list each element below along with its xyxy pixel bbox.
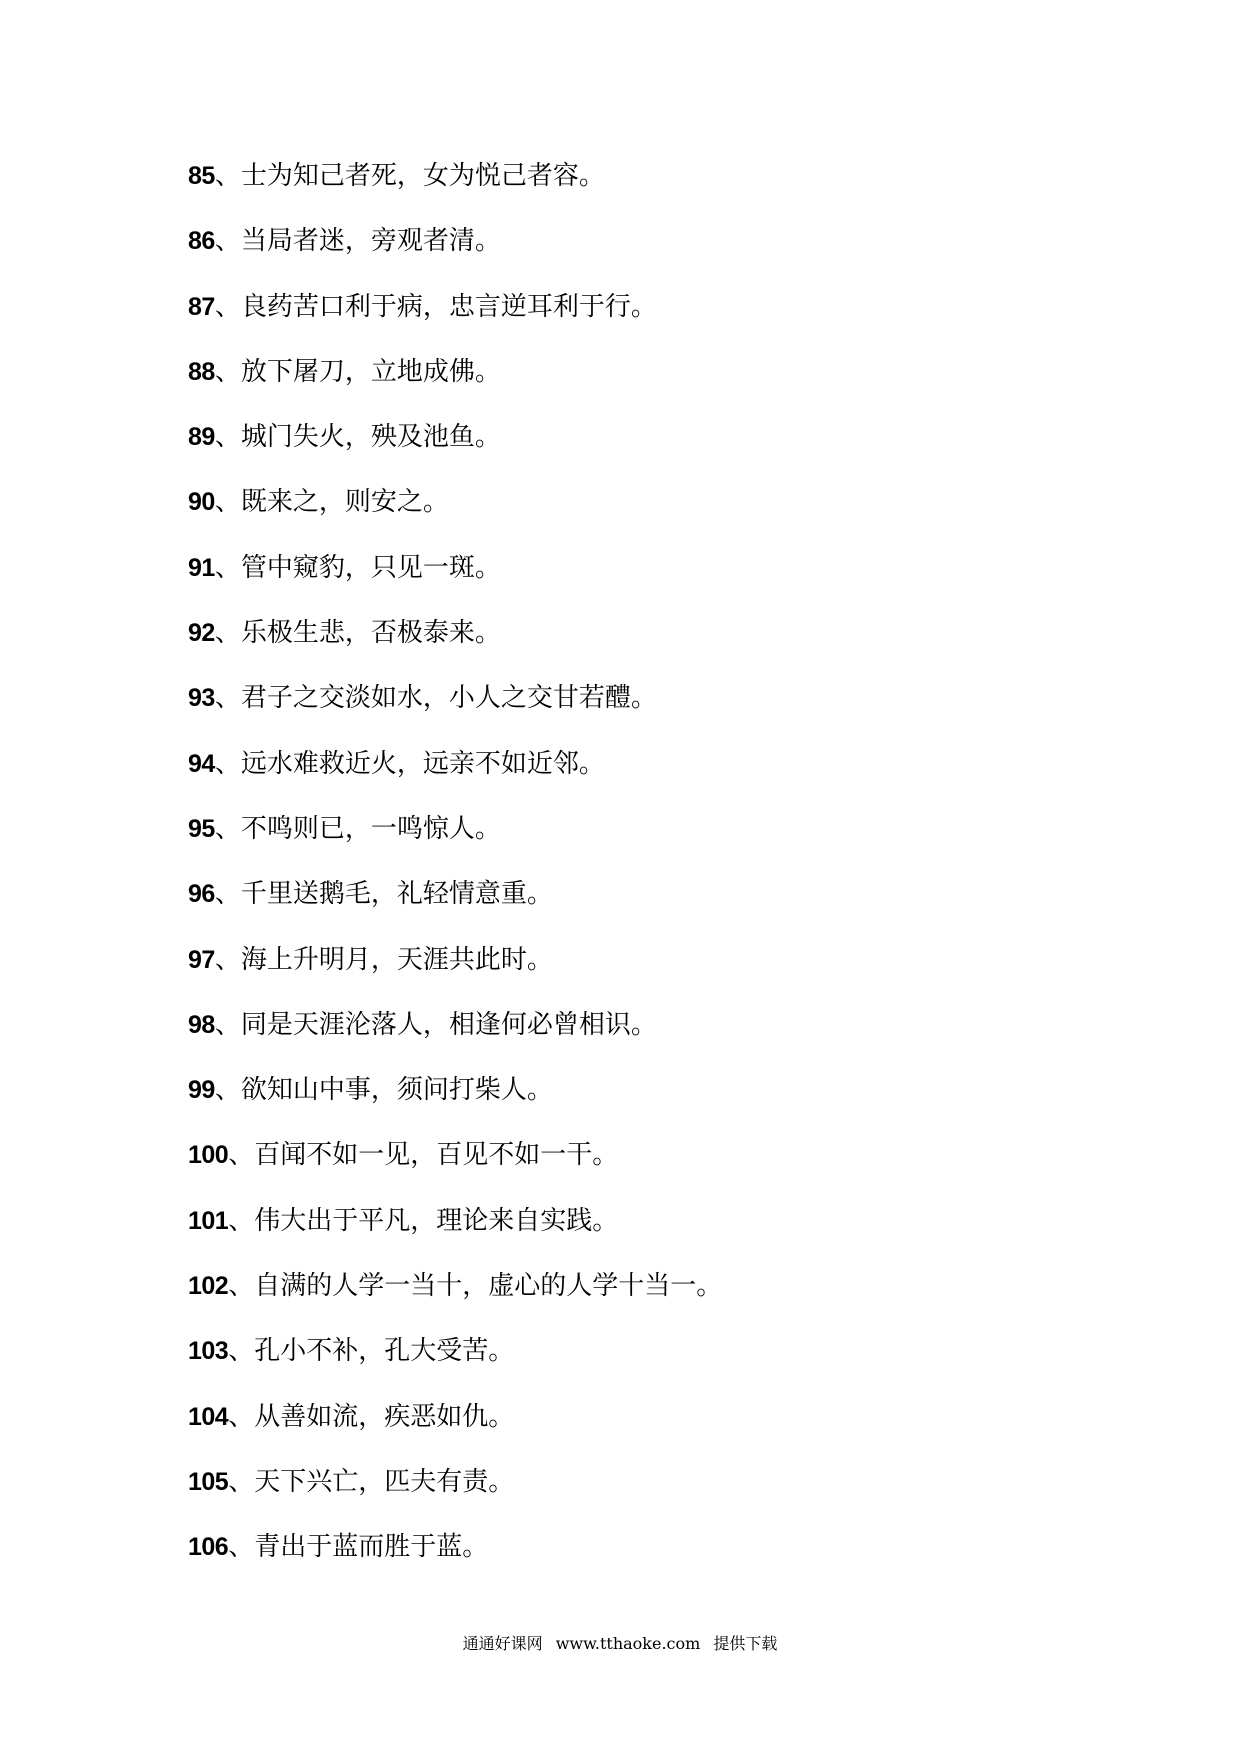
list-item: [188, 486, 1188, 551]
item-separator: 、: [228, 1140, 255, 1171]
item-number: 104: [188, 1402, 229, 1431]
item-separator: 、: [214, 356, 241, 387]
item-separator: 、: [214, 226, 241, 257]
item-text: 百闻不如一见，百见不如一干。: [254, 1140, 619, 1171]
item-text: 同是天涯沦落人，相逢何必曾相识。: [240, 1009, 657, 1040]
item-number: 92: [188, 619, 215, 648]
list-item: [188, 1074, 1188, 1139]
proverb-list: [188, 160, 1188, 1597]
item-text: 管中窥豹，只见一斑。: [240, 552, 501, 583]
list-item: [188, 617, 1188, 682]
item-separator: 、: [228, 1532, 255, 1563]
item-separator: 、: [228, 1466, 255, 1497]
item-text: 乐极生悲，否极泰来。: [240, 618, 501, 649]
footer-url[interactable]: www.tthaoke.com: [555, 1634, 701, 1653]
item-separator: 、: [228, 1336, 255, 1367]
item-separator: 、: [214, 618, 241, 649]
item-text: 从善如流，疾恶如仇。: [254, 1401, 515, 1432]
item-text: 良药苦口利于病，忠言逆耳利于行。: [240, 291, 657, 322]
list-item: [188, 944, 1188, 1009]
list-item: [188, 225, 1188, 290]
page-footer: [0, 1634, 1240, 1654]
item-separator: 、: [228, 1271, 255, 1302]
item-text: 既来之，则安之。: [240, 487, 449, 518]
item-number: 90: [188, 488, 215, 517]
list-item: [188, 1401, 1188, 1466]
list-item: [188, 878, 1188, 943]
item-number: 96: [188, 880, 215, 909]
item-text: 海上升明月，天涯共此时。: [240, 944, 553, 975]
item-number: 100: [188, 1141, 229, 1170]
item-text: 青出于蓝而胜于蓝。: [254, 1532, 489, 1563]
list-item: [188, 1205, 1188, 1270]
item-number: 99: [188, 1076, 215, 1105]
list-item: [188, 552, 1188, 617]
list-item: [188, 813, 1188, 878]
item-separator: 、: [214, 1009, 241, 1040]
item-text: 当局者迷，旁观者清。: [240, 226, 501, 257]
item-separator: 、: [214, 748, 241, 779]
list-item: [188, 160, 1188, 225]
footer-site-name: 通通好课网: [462, 1634, 543, 1653]
item-number: 89: [188, 423, 215, 452]
item-separator: 、: [228, 1401, 255, 1432]
list-item: [188, 1335, 1188, 1400]
item-number: 95: [188, 814, 215, 843]
item-separator: 、: [214, 683, 241, 714]
item-number: 94: [188, 749, 215, 778]
list-item: [188, 1531, 1188, 1596]
list-item: [188, 421, 1188, 486]
item-separator: 、: [214, 879, 241, 910]
item-number: 93: [188, 684, 215, 713]
item-number: 101: [188, 1206, 229, 1235]
item-text: 远水难救近火，远亲不如近邻。: [240, 748, 605, 779]
item-number: 97: [188, 945, 215, 974]
item-text: 千里送鹅毛，礼轻情意重。: [240, 879, 553, 910]
item-number: 88: [188, 357, 215, 386]
list-item: [188, 748, 1188, 813]
item-text: 自满的人学一当十，虚心的人学十当一。: [254, 1271, 723, 1302]
item-number: 102: [188, 1272, 229, 1301]
item-text: 伟大出于平凡，理论来自实践。: [254, 1205, 619, 1236]
item-number: 103: [188, 1337, 229, 1366]
item-separator: 、: [214, 813, 241, 844]
list-item: [188, 682, 1188, 747]
item-number: 106: [188, 1533, 229, 1562]
list-item: [188, 1270, 1188, 1335]
list-item: [188, 1139, 1188, 1204]
list-item: [188, 1009, 1188, 1074]
item-text: 天下兴亡，匹夫有责。: [254, 1466, 515, 1497]
item-number: 105: [188, 1467, 229, 1496]
item-number: 91: [188, 553, 215, 582]
item-separator: 、: [214, 944, 241, 975]
item-text: 不鸣则已，一鸣惊人。: [240, 813, 501, 844]
list-item: [188, 1466, 1188, 1531]
item-separator: 、: [214, 422, 241, 453]
item-text: 放下屠刀，立地成佛。: [240, 356, 501, 387]
item-separator: 、: [214, 161, 241, 191]
item-separator: 、: [214, 1075, 241, 1106]
item-text: 孔小不补，孔大受苦。: [254, 1336, 515, 1367]
item-number: 85: [188, 162, 215, 190]
item-text: 欲知山中事，须问打柴人。: [240, 1075, 553, 1106]
item-text: 君子之交淡如水，小人之交甘若醴。: [240, 683, 657, 714]
item-text: 城门失火，殃及池鱼。: [240, 422, 501, 453]
item-text: 士为知己者死，女为悦己者容。: [240, 161, 605, 191]
item-separator: 、: [214, 291, 241, 322]
item-number: 98: [188, 1010, 215, 1039]
item-number: 87: [188, 292, 215, 321]
item-separator: 、: [214, 552, 241, 583]
item-number: 86: [188, 227, 215, 256]
list-item: [188, 291, 1188, 356]
item-separator: 、: [228, 1205, 255, 1236]
footer-note: 提供下载: [713, 1634, 778, 1653]
list-item: [188, 356, 1188, 421]
item-separator: 、: [214, 487, 241, 518]
